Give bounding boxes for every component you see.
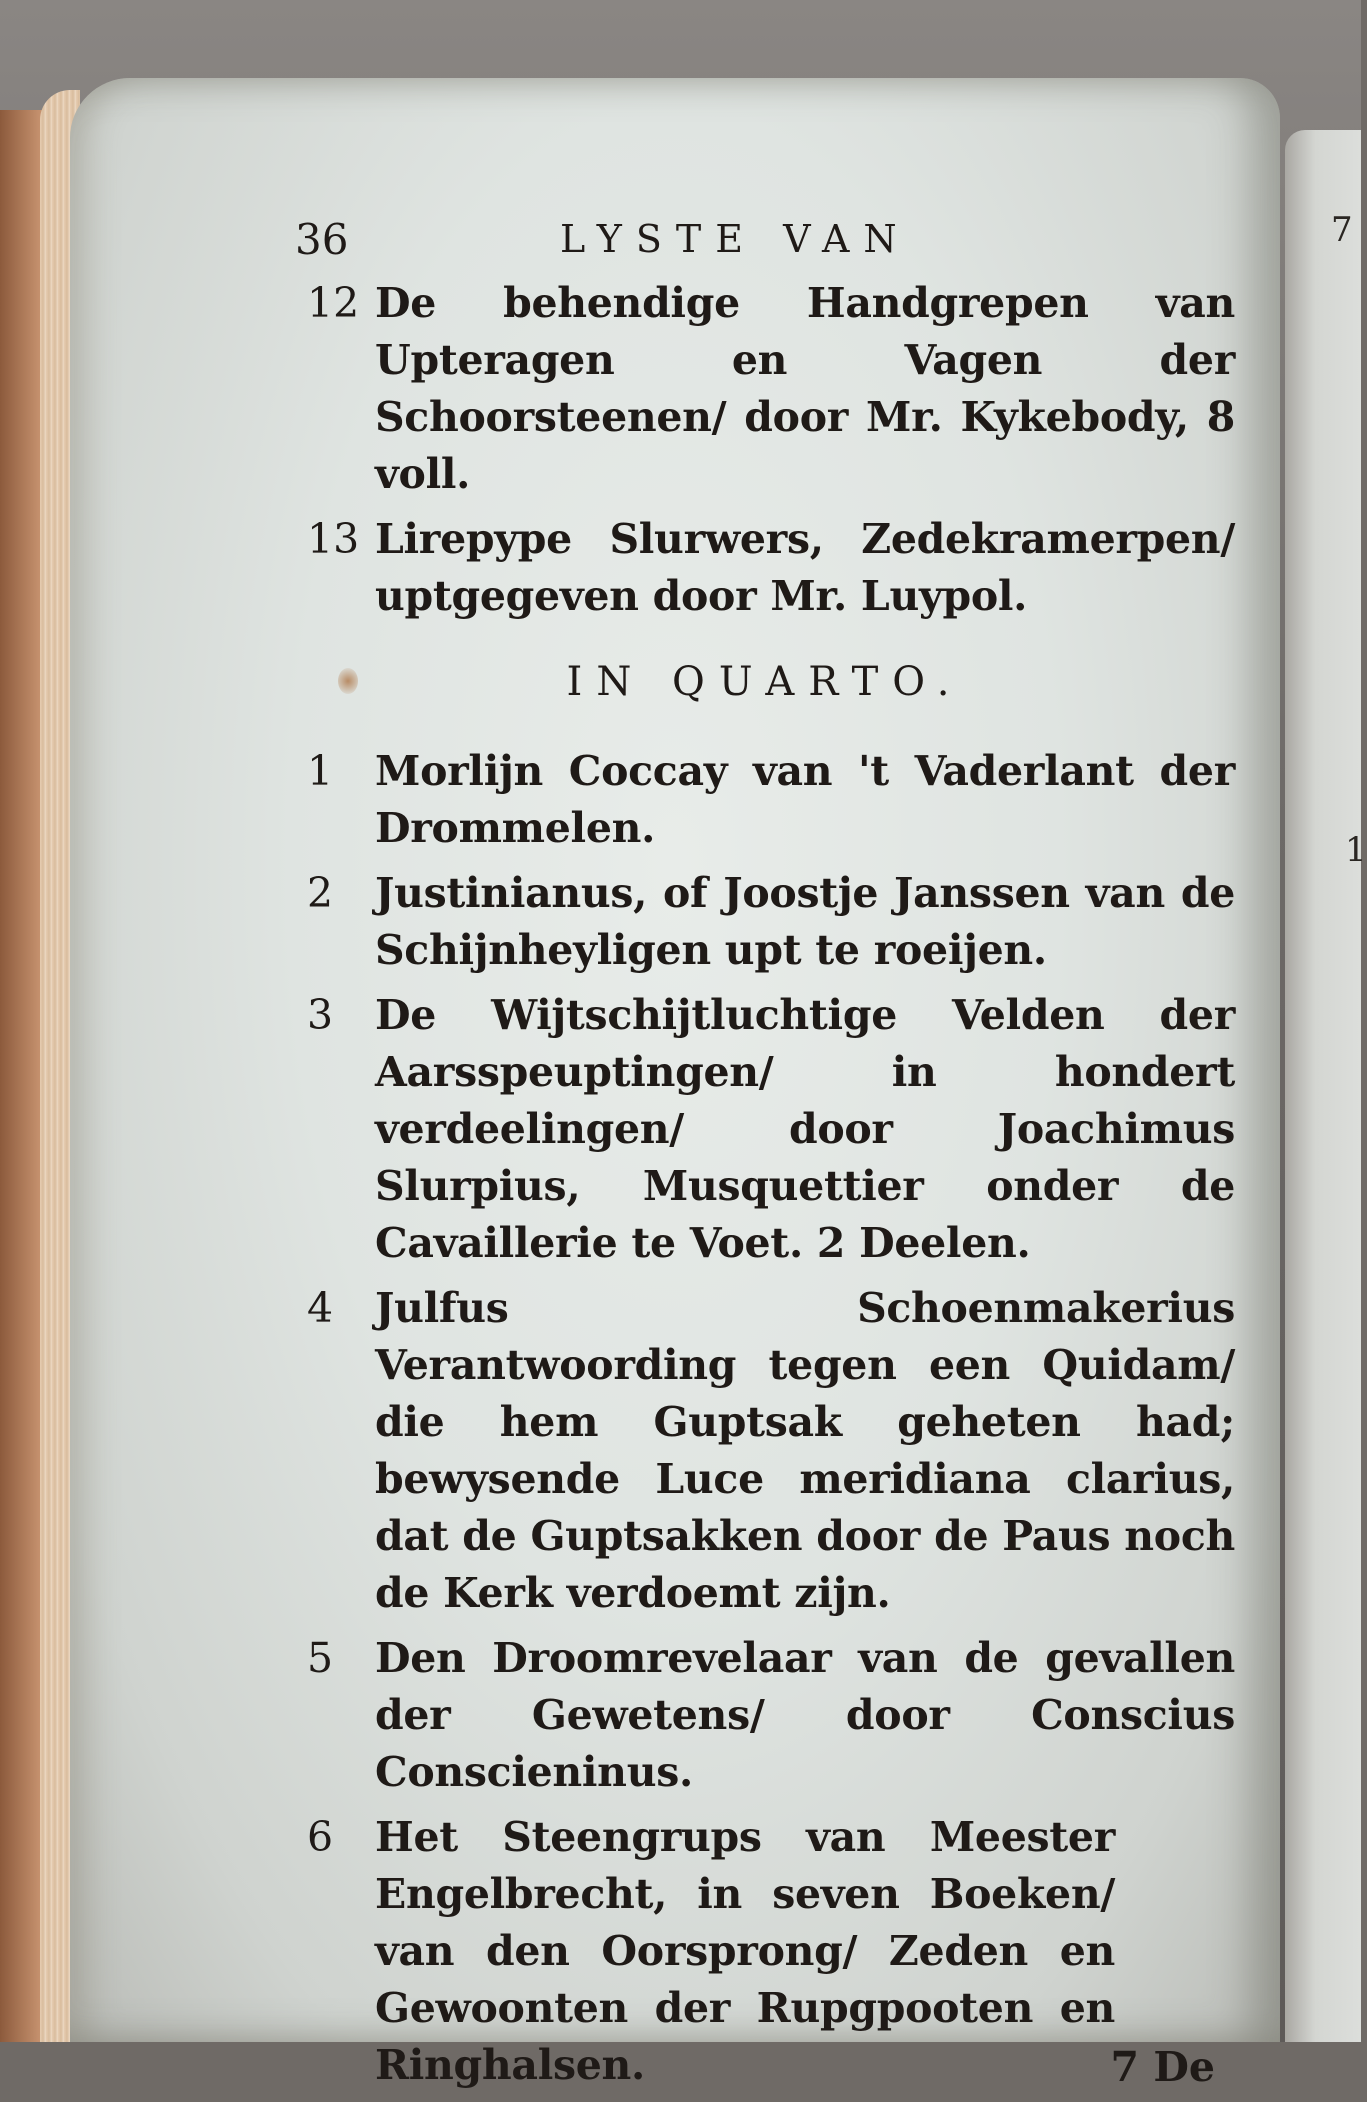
entry-text: Morlijn Coccay van 't Vaderlant der Drommelen. <box>375 747 1235 852</box>
adjacent-page-mark-top: 7 <box>1331 210 1353 250</box>
entry-number: 3 <box>307 991 334 1039</box>
list-item <box>295 275 1235 503</box>
list-item <box>295 511 1235 625</box>
list-item <box>295 743 1235 857</box>
entry-text: De behendige Handgrepen van Upteragen en Vagen der Schoorsteenen/ door Mr. Kykebody, 8 voll. <box>375 279 1235 498</box>
entry-number: 5 <box>307 1634 334 1682</box>
adjacent-page <box>1285 130 1367 2042</box>
running-head <box>295 215 1235 275</box>
catchword: 7 De <box>1110 2043 1215 2091</box>
page-number: 36 <box>295 215 349 264</box>
list-item <box>295 987 1235 1272</box>
adjacent-page-mark-mid: 1 <box>1345 830 1367 870</box>
entry-text: Lirepype Slurwers, Zedekramerpen/ uptgegeven door Mr. Luypol. <box>375 515 1235 620</box>
entry-text: De Wijtschijtluchtige Velden der Aarsspeuptingen/ in hondert verdeelingen/ door Joachimus Slurpius, Musquettier onder de Cavaillerie te Voet. 2 Deelen. <box>375 991 1235 1267</box>
list-item <box>295 1280 1235 1622</box>
section-heading: IN QUARTO. <box>566 659 964 705</box>
list-item <box>295 1630 1235 1801</box>
entry-text: Het Steengrups van Meester Engelbrecht, in seven Boeken/ van den Oorsprong/ Zeden en Gewoonten der Rupgpooten en Ringhalsen. <box>375 1813 1115 2089</box>
entry-number: 12 <box>307 279 360 327</box>
entry-number: 4 <box>307 1284 334 1332</box>
entry-text: Julfus Schoenmakerius Verantwoording tegen een Quidam/ die hem Guptsak geheten had; bewysende Luce meridiana clarius, dat de Guptsakken door de Paus noch de Kerk verdoemt zijn. <box>375 1284 1235 1617</box>
entry-text: Justinianus, of Joostje Janssen van de Schijnheyligen upt te roeijen. <box>375 869 1235 974</box>
list-item <box>295 1809 1235 2094</box>
entry-number: 13 <box>307 515 360 563</box>
entry-text: Den Droomrevelaar van de gevallen der Gewetens/ door Conscius Conscieninus. <box>375 1634 1235 1796</box>
page-text <box>295 215 1235 2102</box>
entry-number: 2 <box>307 869 334 917</box>
entry-number: 1 <box>307 747 334 795</box>
running-head-title: LYSTE VAN <box>560 217 911 261</box>
entry-number: 6 <box>307 1813 334 1861</box>
list-item <box>295 865 1235 979</box>
